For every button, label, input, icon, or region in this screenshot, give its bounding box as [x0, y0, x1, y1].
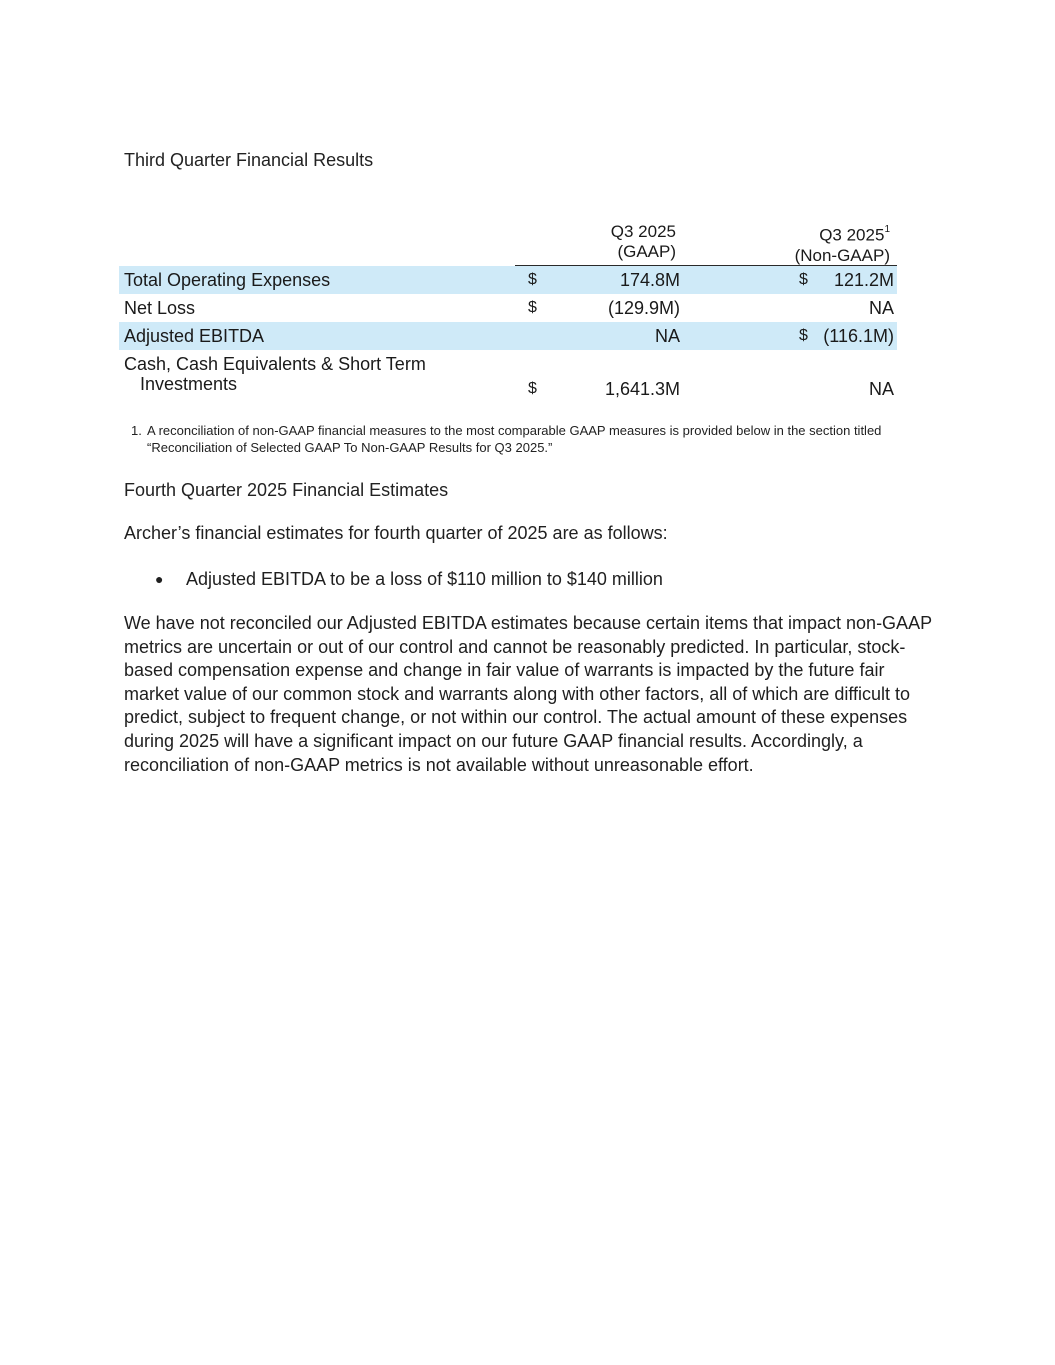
non-gaap-currency: $: [799, 271, 808, 288]
gaap-currency: $: [528, 271, 537, 288]
non-gaap-currency: $: [799, 327, 808, 344]
gaap-currency: $: [528, 380, 537, 397]
gaap-value: NA: [654, 326, 680, 346]
footnote-marker: 1: [884, 224, 890, 235]
row-label-line2: Investments: [140, 374, 238, 394]
table-footnote: [131, 422, 931, 456]
footnote-text: A reconciliation of non-GAAP financial measures to the most comparable GAAP measures is provided below in the section titled “Reconciliation of Selected GAAP To Non-GAAP Results for Q3 2025.”: [147, 423, 882, 455]
gaap-currency: $: [528, 299, 537, 316]
gaap-value: 174.8M: [619, 270, 680, 290]
section-title-q3-results: Third Quarter Financial Results: [124, 150, 374, 170]
gaap-value: (129.9M): [607, 298, 680, 318]
table-header: [119, 222, 897, 266]
column-header-non-gaap-period: [795, 222, 890, 246]
column-header-gaap-period: Q3 2025: [610, 222, 676, 241]
row-label: Adjusted EBITDA: [124, 326, 265, 346]
bullet-text: Adjusted EBITDA to be a loss of $110 million to $140 million: [186, 569, 663, 589]
table-row: [119, 350, 897, 404]
table-row: [119, 266, 897, 294]
table-row: [119, 322, 897, 350]
column-header-gaap: [611, 222, 676, 262]
column-header-gaap-basis: (GAAP): [617, 242, 676, 261]
column-header-non-gaap-basis: (Non-GAAP): [794, 245, 890, 265]
non-gaap-value: NA: [868, 298, 894, 318]
row-label: [124, 354, 426, 394]
column-header-non-gaap-period-text: Q3 2025: [819, 225, 885, 245]
section-title-q4-estimates: Fourth Quarter 2025 Financial Estimates: [124, 480, 449, 500]
footnote-number: 1.: [131, 423, 142, 438]
row-label: Total Operating Expenses: [124, 270, 331, 290]
non-gaap-value: (116.1M): [823, 326, 894, 346]
financial-results-table: [119, 222, 897, 404]
non-gaap-value: NA: [868, 379, 894, 399]
reconciliation-paragraph: We have not reconciled our Adjusted EBITDA estimates because certain items that impact non-GAAP metrics are uncertain or out of our control and cannot be reasonably predicted. In particular, stock-based compensation expense and change in fair value of warrants is impacted by the future fair market value of our common stock and warrants along with other factors, all of which are difficult to predict, subject to frequent change, or not within our control. The actual amount of these expenses during 2025 will have a significant impact on our future GAAP financial results. Accordingly, a reconciliation of non-GAAP metrics is not available without unreasonable effort.: [124, 613, 932, 775]
table-row: [119, 294, 897, 322]
gaap-value: 1,641.3M: [604, 379, 680, 399]
estimates-intro: Archer’s financial estimates for fourth quarter of 2025 are as follows:: [124, 523, 668, 543]
row-label-line1: Cash, Cash Equivalents & Short Term: [124, 354, 426, 374]
row-label: Net Loss: [124, 298, 196, 318]
column-header-non-gaap: [795, 222, 890, 266]
bullet-icon: ●: [155, 571, 164, 587]
list-item: [155, 567, 663, 591]
non-gaap-value: 121.2M: [833, 270, 894, 290]
